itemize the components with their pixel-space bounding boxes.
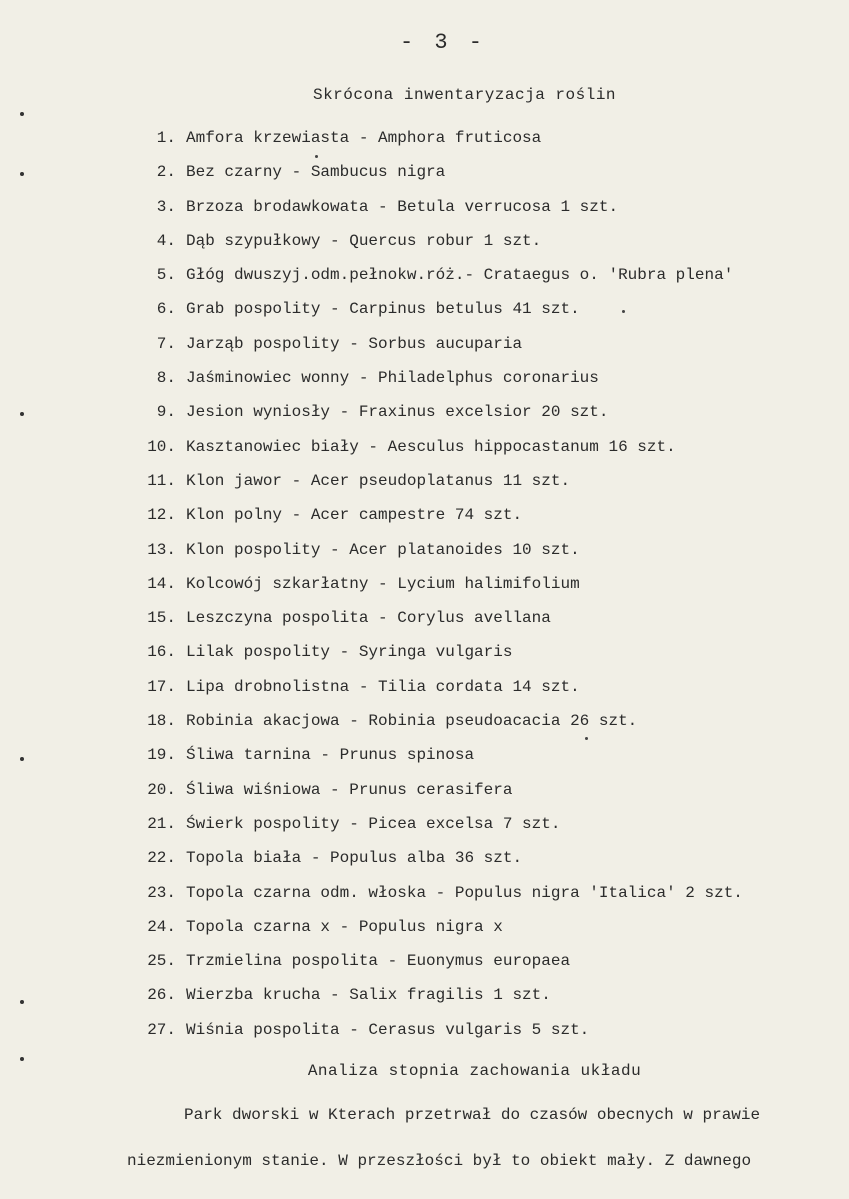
list-item <box>0 915 849 949</box>
punch-mark <box>20 112 24 116</box>
list-item <box>0 332 849 366</box>
item-text: Śliwa tarnina - Prunus spinosa <box>186 746 475 765</box>
item-text: Klon pospolity - Acer platanoides 10 szt. <box>186 540 580 559</box>
item-number: 25. <box>147 952 176 971</box>
item-number: 19. <box>147 746 176 765</box>
item-number: 16. <box>147 643 176 662</box>
item-text: Wierzba krucha - Salix fragilis 1 szt. <box>186 986 551 1005</box>
paragraph-line: Park dworski w Kterach przetrwał do czasów obecnych w prawie <box>184 1106 761 1124</box>
list-item <box>0 709 849 743</box>
item-text: Jesion wyniosły - Fraxinus excelsior 20 szt. <box>186 403 609 422</box>
item-number: 10. <box>147 437 176 456</box>
list-item <box>0 538 849 572</box>
list-item <box>0 160 849 194</box>
item-text: Robinia akacjowa - Robinia pseudoacacia 26 szt. <box>186 712 638 731</box>
item-text: Kasztanowiec biały - Aesculus hippocastanum 16 szt. <box>186 437 676 456</box>
item-number: 23. <box>147 883 176 902</box>
item-number: 7. <box>156 334 176 353</box>
item-text: Trzmielina pospolita - Euonymus europaea <box>186 952 571 971</box>
item-text: Świerk pospolity - Picea excelsa 7 szt. <box>186 814 561 833</box>
item-text: Brzoza brodawkowata - Betula verrucosa 1 szt. <box>186 197 619 216</box>
list-item <box>0 297 849 331</box>
item-number: 21. <box>147 814 176 833</box>
list-item <box>0 435 849 469</box>
item-number: 3. <box>156 197 176 216</box>
list-item <box>0 846 849 880</box>
list-item <box>0 640 849 674</box>
item-text: Topola biała - Populus alba 36 szt. <box>186 849 523 868</box>
list-item <box>0 743 849 777</box>
item-text: Amfora krzewiasta - Amphora fruticosa <box>186 129 542 147</box>
list-item <box>0 778 849 812</box>
item-text: Kolcowój szkarłatny - Lycium halimifolium <box>186 574 580 593</box>
item-number: 18. <box>147 712 176 731</box>
item-number: 4. <box>156 231 176 250</box>
item-text: Lipa drobnolistna - Tilia cordata 14 szt. <box>186 677 580 696</box>
list-item <box>0 126 849 160</box>
item-number: 17. <box>147 677 176 696</box>
paragraph-line: niezmienionym stanie. W przeszłości był to obiekt mały. Z dawnego <box>127 1152 752 1170</box>
list-item <box>0 606 849 640</box>
item-number: 6. <box>156 300 176 319</box>
item-text: Śliwa wiśniowa - Prunus cerasifera <box>186 780 513 799</box>
item-text: Jaśminowiec wonny - Philadelphus coronarius <box>186 369 599 388</box>
item-text: Leszczyna pospolita - Corylus avellana <box>186 609 551 628</box>
plant-list <box>0 126 849 1052</box>
list-item <box>0 983 849 1017</box>
item-number: 22. <box>147 849 176 868</box>
item-number: 26. <box>147 986 176 1005</box>
list-item <box>0 400 849 434</box>
item-number: 27. <box>147 1020 176 1039</box>
list-item <box>0 812 849 846</box>
item-text: Lilak pospolity - Syringa vulgaris <box>186 643 513 662</box>
item-number: 12. <box>147 506 176 525</box>
item-text: Grab pospolity - Carpinus betulus 41 szt. <box>186 300 580 319</box>
list-item <box>0 263 849 297</box>
item-text: Jarząb pospolity - Sorbus aucuparia <box>186 334 523 353</box>
item-number: 11. <box>147 471 176 490</box>
list-item <box>0 1018 849 1052</box>
list-item <box>0 366 849 400</box>
item-number: 14. <box>147 574 176 593</box>
list-item <box>0 881 849 915</box>
item-text: Dąb szypułkowy - Quercus robur 1 szt. <box>186 231 542 250</box>
list-item <box>0 675 849 709</box>
page-number: - 3 - <box>400 30 487 55</box>
item-text: Bez czarny - Sambucus nigra <box>186 163 446 182</box>
item-number: 15. <box>147 609 176 628</box>
item-number: 5. <box>156 266 176 285</box>
item-text: Głóg dwuszyj.odm.pełnokw.róż.- Crataegus o. 'Rubra plena' <box>186 266 734 285</box>
item-text: Klon polny - Acer campestre 74 szt. <box>186 506 523 525</box>
list-item <box>0 229 849 263</box>
item-number: 20. <box>147 780 176 799</box>
list-item <box>0 949 849 983</box>
item-text: Klon jawor - Acer pseudoplatanus 11 szt. <box>186 471 571 490</box>
item-number: 13. <box>147 540 176 559</box>
item-text: Topola czarna x - Populus nigra x <box>186 917 503 936</box>
item-number: 1. <box>156 129 176 147</box>
item-number: 24. <box>147 917 176 936</box>
item-number: 8. <box>156 369 176 388</box>
item-text: Topola czarna odm. włoska - Populus nigra 'Italica' 2 szt. <box>186 883 743 902</box>
punch-mark <box>20 1057 24 1061</box>
item-number: 2. <box>156 163 176 182</box>
heading-inventory: Skrócona inwentaryzacja roślin <box>312 86 617 104</box>
item-number: 9. <box>156 403 176 422</box>
list-item <box>0 572 849 606</box>
heading-analysis: Analiza stopnia zachowania układu <box>307 1062 642 1080</box>
list-item <box>0 469 849 503</box>
list-item <box>0 195 849 229</box>
item-text: Wiśnia pospolita - Cerasus vulgaris 5 szt. <box>186 1020 590 1039</box>
list-item <box>0 503 849 537</box>
